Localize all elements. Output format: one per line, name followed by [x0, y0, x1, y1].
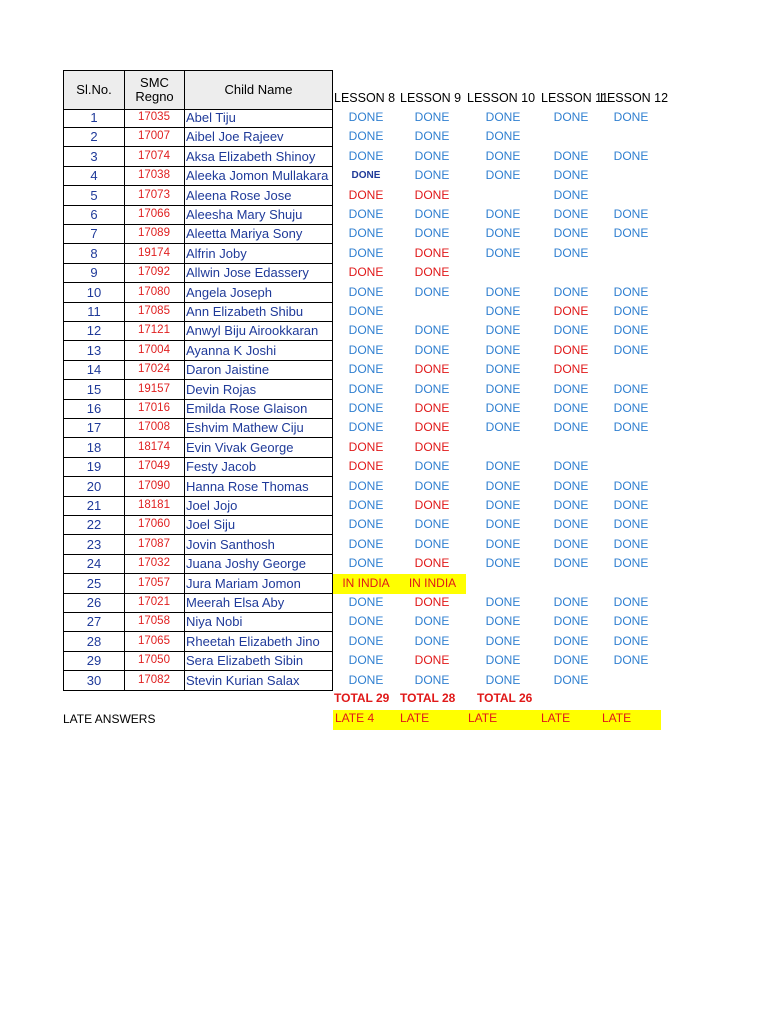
sl-no-cell: 19	[63, 457, 125, 477]
lesson-status-cell: DONE	[348, 401, 384, 415]
lesson-status-cell: DONE	[414, 265, 450, 279]
lesson-status-cell: DONE	[553, 226, 589, 240]
lesson-status-cell: DONE	[414, 595, 450, 609]
lesson-status-cell: DONE	[485, 420, 521, 434]
lesson-status-cell: DONE	[348, 362, 384, 376]
lesson-status-cell: DONE	[553, 207, 589, 221]
lesson-status-cell: DONE	[485, 614, 521, 628]
lesson-status-cell: DONE	[348, 517, 384, 531]
lesson-status-cell: DONE	[553, 517, 589, 531]
regno-cell: 17082	[124, 671, 185, 691]
lesson-status-cell: DONE	[414, 110, 450, 124]
lesson-status-cell: DONE	[613, 207, 649, 221]
header-lesson-9: LESSON 9	[400, 91, 462, 105]
lesson-status-cell: DONE	[414, 401, 450, 415]
lesson-status-cell: DONE	[553, 382, 589, 396]
sl-no-cell: 12	[63, 321, 125, 341]
sl-no-cell: 28	[63, 632, 125, 652]
header-child-name	[184, 70, 333, 110]
lesson-status-cell: DONE	[348, 382, 384, 396]
sl-no-cell: 8	[63, 244, 125, 264]
lesson-status-cell: DONE	[485, 634, 521, 648]
lesson-status-cell: DONE	[485, 246, 521, 260]
lesson-status-cell: DONE	[348, 614, 384, 628]
sl-no-cell: 30	[63, 671, 125, 691]
lesson-status-cell: DONE	[414, 149, 450, 163]
lesson-status-cell: DONE	[348, 129, 384, 143]
child-name-cell: Ayanna K Joshi	[184, 341, 333, 361]
sl-no-cell: 9	[63, 263, 125, 283]
regno-cell: 17073	[124, 186, 185, 206]
lesson-status-cell: DONE	[485, 129, 521, 143]
child-name-cell: Aleesha Mary Shuju	[184, 205, 333, 225]
sl-no-cell: 1	[63, 108, 125, 128]
sl-no-cell: 3	[63, 147, 125, 167]
lesson-status-cell: DONE	[348, 110, 384, 124]
header-lesson-8: LESSON 8	[334, 91, 396, 105]
header-smc-regno	[124, 70, 185, 110]
late-lesson-10: LATE	[468, 711, 498, 725]
regno-cell: 17057	[124, 574, 185, 594]
child-name-cell: Juana Joshy George	[184, 554, 333, 574]
lesson-status-cell: DONE	[553, 614, 589, 628]
child-name-cell: Aksa Elizabeth Shinoy	[184, 147, 333, 167]
lesson-status-cell: DONE	[553, 323, 589, 337]
child-name-cell: Jura Mariam Jomon	[184, 574, 333, 594]
lesson-status-cell: DONE	[414, 498, 450, 512]
lesson-status-cell: DONE	[613, 401, 649, 415]
regno-cell: 18174	[124, 438, 185, 458]
sl-no-cell: 22	[63, 515, 125, 535]
lesson-status-cell: DONE	[414, 614, 450, 628]
regno-cell: 18181	[124, 496, 185, 516]
regno-cell: 17021	[124, 593, 185, 613]
child-name-cell: Joel Siju	[184, 515, 333, 535]
lesson-status-cell: DONE	[553, 634, 589, 648]
child-name-cell: Joel Jojo	[184, 496, 333, 516]
regno-cell: 17016	[124, 399, 185, 419]
child-name-cell: Niya Nobi	[184, 612, 333, 632]
sl-no-cell: 24	[63, 554, 125, 574]
lesson-status-cell: DONE	[348, 285, 384, 299]
lesson-status-cell: DONE	[348, 653, 384, 667]
regno-cell: 17058	[124, 612, 185, 632]
child-name-cell: Emilda Rose Glaison	[184, 399, 333, 419]
lesson-status-cell: DONE	[553, 110, 589, 124]
sl-no-cell: 27	[63, 612, 125, 632]
lesson-status-cell: DONE	[348, 634, 384, 648]
lesson-status-cell: DONE	[485, 498, 521, 512]
lesson-status-cell: DONE	[348, 343, 384, 357]
lesson-status-cell: DONE	[348, 537, 384, 551]
lesson-status-cell: DONE	[553, 168, 589, 182]
child-name-cell: Angela Joseph	[184, 283, 333, 303]
lesson-status-cell: DONE	[485, 362, 521, 376]
sl-no-cell: 20	[63, 477, 125, 497]
lesson-status-cell: DONE	[613, 285, 649, 299]
lesson-status-cell: DONE	[553, 479, 589, 493]
regno-cell: 19157	[124, 380, 185, 400]
sl-no-cell: 14	[63, 360, 125, 380]
lesson-status-cell: DONE	[351, 170, 381, 181]
lesson-status-cell: DONE	[414, 517, 450, 531]
child-name-cell: Daron Jaistine	[184, 360, 333, 380]
child-name-cell: Aleena Rose Jose	[184, 186, 333, 206]
lesson-status-cell: DONE	[414, 440, 450, 454]
lesson-status-cell: DONE	[613, 517, 649, 531]
lesson-status-cell: DONE	[485, 479, 521, 493]
regno-cell: 17008	[124, 418, 185, 438]
late-answers-label: LATE ANSWERS	[63, 712, 156, 726]
header-lesson-11: LESSON 11	[541, 91, 609, 105]
child-name-cell: Rheetah Elizabeth Jino	[184, 632, 333, 652]
lesson-status-cell: DONE	[553, 556, 589, 570]
lesson-status-cell: DONE	[553, 401, 589, 415]
lesson-status-cell: DONE	[348, 246, 384, 260]
regno-cell: 17080	[124, 283, 185, 303]
lesson-status-cell: DONE	[485, 537, 521, 551]
child-name-cell: Evin Vivak George	[184, 438, 333, 458]
child-name-cell: Aleeka Jomon Mullakara	[184, 166, 333, 186]
late-lesson-12: LATE	[602, 711, 632, 725]
lesson-status-cell: DONE	[553, 673, 589, 687]
sl-no-cell: 29	[63, 651, 125, 671]
lesson-status-cell: DONE	[348, 498, 384, 512]
child-name-cell: Abel Tiju	[184, 108, 333, 128]
total-lesson-10: TOTAL 26	[477, 691, 533, 705]
sl-no-cell: 25	[63, 574, 125, 594]
lesson-status-cell: DONE	[414, 129, 450, 143]
lesson-status-cell: DONE	[414, 207, 450, 221]
child-name-cell: Devin Rojas	[184, 380, 333, 400]
lesson-status-cell: DONE	[348, 188, 384, 202]
lesson-status-cell: DONE	[414, 459, 450, 473]
regno-cell: 17090	[124, 477, 185, 497]
late-lesson-11: LATE	[541, 711, 571, 725]
lesson-status-cell: DONE	[553, 498, 589, 512]
lesson-status-cell: DONE	[553, 343, 589, 357]
lesson-status-cell: DONE	[414, 226, 450, 240]
lesson-status-cell: DONE	[613, 323, 649, 337]
regno-cell: 17035	[124, 108, 185, 128]
regno-cell: 17050	[124, 651, 185, 671]
child-name-cell: Eshvim Mathew Ciju	[184, 418, 333, 438]
lesson-status-cell: DONE	[553, 285, 589, 299]
lesson-status-cell: DONE	[553, 362, 589, 376]
header-smc-regno-label: SMC Regno	[135, 75, 174, 104]
lesson-status-cell: DONE	[414, 653, 450, 667]
sl-no-cell: 11	[63, 302, 125, 322]
regno-cell: 17024	[124, 360, 185, 380]
lesson-status-cell: DONE	[485, 168, 521, 182]
sl-no-cell: 23	[63, 535, 125, 555]
lesson-status-cell: DONE	[414, 188, 450, 202]
lesson-status-cell: DONE	[414, 362, 450, 376]
regno-cell: 17004	[124, 341, 185, 361]
lesson-status-cell: DONE	[613, 343, 649, 357]
lesson-status-cell: DONE	[553, 188, 589, 202]
lesson-status-cell: DONE	[613, 382, 649, 396]
lesson-status-cell: DONE	[613, 556, 649, 570]
child-name-cell: Stevin Kurian Salax	[184, 671, 333, 691]
lesson-status-cell: DONE	[485, 110, 521, 124]
child-name-cell: Aibel Joe Rajeev	[184, 127, 333, 147]
lesson-status-cell: DONE	[414, 168, 450, 182]
header-lesson-10: LESSON 10	[467, 91, 536, 105]
lesson-status-cell: DONE	[414, 556, 450, 570]
regno-cell: 17032	[124, 554, 185, 574]
regno-cell: 17066	[124, 205, 185, 225]
child-name-cell: Allwin Jose Edassery	[184, 263, 333, 283]
sl-no-cell: 2	[63, 127, 125, 147]
sl-no-cell: 26	[63, 593, 125, 613]
lesson-status-cell: IN INDIA	[399, 574, 466, 594]
regno-cell: 17085	[124, 302, 185, 322]
lesson-status-cell: DONE	[613, 595, 649, 609]
lesson-status-cell: DONE	[348, 207, 384, 221]
lesson-status-cell: DONE	[485, 459, 521, 473]
lesson-status-cell: DONE	[414, 382, 450, 396]
late-lesson-9: LATE	[400, 711, 430, 725]
child-name-cell: Meerah Elsa Aby	[184, 593, 333, 613]
lesson-status-cell: DONE	[414, 420, 450, 434]
lesson-status-cell: DONE	[613, 614, 649, 628]
lesson-status-cell: DONE	[348, 226, 384, 240]
lesson-status-cell: DONE	[553, 459, 589, 473]
regno-cell: 17007	[124, 127, 185, 147]
lesson-status-cell: DONE	[553, 304, 589, 318]
lesson-status-cell: DONE	[348, 673, 384, 687]
sl-no-cell: 15	[63, 380, 125, 400]
lesson-status-cell: DONE	[348, 265, 384, 279]
total-lesson-8: TOTAL 29	[334, 691, 390, 705]
lesson-status-cell: DONE	[348, 420, 384, 434]
lesson-status-cell: DONE	[485, 653, 521, 667]
sl-no-cell: 5	[63, 186, 125, 206]
lesson-status-cell: DONE	[414, 285, 450, 299]
lesson-status-cell: DONE	[414, 673, 450, 687]
total-lesson-9: TOTAL 28	[400, 691, 456, 705]
regno-cell: 17087	[124, 535, 185, 555]
lesson-status-cell: DONE	[414, 479, 450, 493]
lesson-status-cell: DONE	[348, 459, 384, 473]
lesson-status-cell: DONE	[553, 595, 589, 609]
sl-no-cell: 7	[63, 224, 125, 244]
lesson-status-cell: DONE	[348, 479, 384, 493]
lesson-status-cell: DONE	[414, 323, 450, 337]
regno-cell: 17049	[124, 457, 185, 477]
lesson-status-cell: DONE	[613, 149, 649, 163]
child-name-cell: Alfrin Joby	[184, 244, 333, 264]
lesson-status-cell: IN INDIA	[333, 574, 399, 594]
header-sl-no-label: Sl.No.	[76, 82, 112, 97]
lesson-status-cell: DONE	[485, 401, 521, 415]
lesson-status-cell: DONE	[485, 382, 521, 396]
lesson-status-cell: DONE	[485, 149, 521, 163]
lesson-status-cell: DONE	[485, 595, 521, 609]
lesson-status-cell: DONE	[613, 304, 649, 318]
regno-cell: 17060	[124, 515, 185, 535]
lesson-status-cell: DONE	[348, 556, 384, 570]
header-sl-no	[63, 70, 125, 110]
lesson-status-cell: DONE	[553, 653, 589, 667]
lesson-status-cell: DONE	[348, 323, 384, 337]
child-name-cell: Jovin Santhosh	[184, 535, 333, 555]
lesson-status-cell: DONE	[485, 285, 521, 299]
regno-cell: 19174	[124, 244, 185, 264]
sl-no-cell: 10	[63, 283, 125, 303]
child-name-cell: Hanna Rose Thomas	[184, 477, 333, 497]
lesson-status-cell: DONE	[485, 323, 521, 337]
regno-cell: 17121	[124, 321, 185, 341]
child-name-cell: Aleetta Mariya Sony	[184, 224, 333, 244]
header-lesson-12: LESSON 12	[600, 91, 669, 105]
lesson-status-cell: DONE	[414, 634, 450, 648]
lesson-status-cell: DONE	[348, 149, 384, 163]
lesson-status-cell: DONE	[485, 673, 521, 687]
lesson-status-cell: DONE	[613, 498, 649, 512]
sl-no-cell: 17	[63, 418, 125, 438]
lesson-status-cell: DONE	[485, 517, 521, 531]
sl-no-cell: 4	[63, 166, 125, 186]
lesson-status-cell: DONE	[348, 595, 384, 609]
regno-cell: 17074	[124, 147, 185, 167]
sl-no-cell: 18	[63, 438, 125, 458]
lesson-status-cell: DONE	[485, 556, 521, 570]
lesson-status-cell: DONE	[485, 226, 521, 240]
lesson-status-cell: DONE	[485, 207, 521, 221]
lesson-status-cell: DONE	[613, 420, 649, 434]
sl-no-cell: 16	[63, 399, 125, 419]
regno-cell: 17089	[124, 224, 185, 244]
sl-no-cell: 13	[63, 341, 125, 361]
lesson-status-cell: DONE	[553, 420, 589, 434]
header-child-name-label: Child Name	[224, 82, 293, 97]
lesson-status-cell: DONE	[613, 479, 649, 493]
child-name-cell: Anwyl Biju Airookkaran	[184, 321, 333, 341]
lesson-status-cell: DONE	[414, 537, 450, 551]
lesson-status-cell: DONE	[613, 110, 649, 124]
lesson-status-cell: DONE	[348, 304, 384, 318]
lesson-status-cell: DONE	[553, 537, 589, 551]
regno-cell: 17092	[124, 263, 185, 283]
child-name-cell: Sera Elizabeth Sibin	[184, 651, 333, 671]
sl-no-cell: 6	[63, 205, 125, 225]
lesson-status-cell: DONE	[553, 246, 589, 260]
child-name-cell: Ann Elizabeth Shibu	[184, 302, 333, 322]
lesson-status-cell: DONE	[553, 149, 589, 163]
regno-cell: 17038	[124, 166, 185, 186]
lesson-status-cell: DONE	[485, 304, 521, 318]
lesson-status-cell: DONE	[485, 343, 521, 357]
regno-cell: 17065	[124, 632, 185, 652]
lesson-status-cell: DONE	[613, 653, 649, 667]
lesson-status-cell: DONE	[613, 634, 649, 648]
lesson-status-cell: DONE	[348, 440, 384, 454]
lesson-status-cell: DONE	[414, 246, 450, 260]
lesson-status-cell: DONE	[414, 343, 450, 357]
late-lesson-8: LATE 4	[335, 711, 375, 725]
child-name-cell: Festy Jacob	[184, 457, 333, 477]
sl-no-cell: 21	[63, 496, 125, 516]
lesson-status-cell: DONE	[613, 537, 649, 551]
lesson-status-cell: DONE	[613, 226, 649, 240]
